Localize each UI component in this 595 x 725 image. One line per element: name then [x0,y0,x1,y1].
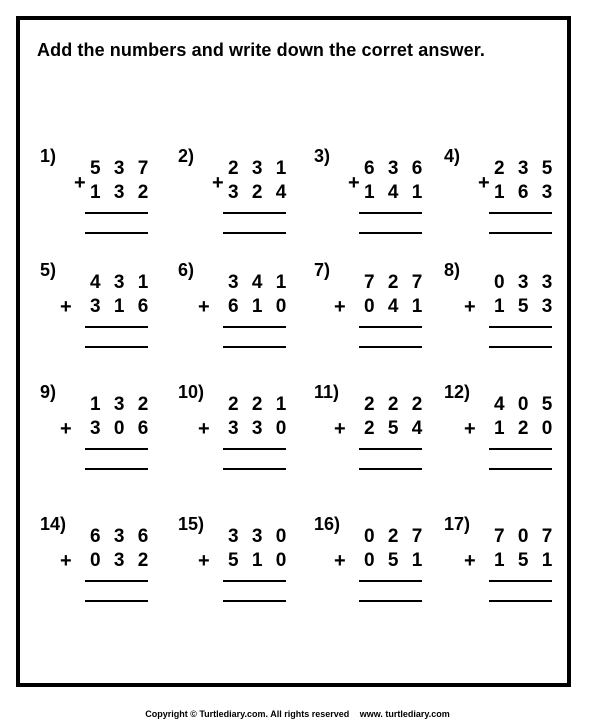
addend-top: 3 3 0 [228,526,291,547]
plus-sign: + [60,550,72,572]
answer-line[interactable] [489,600,552,602]
answer-line[interactable] [223,600,286,602]
addend-top: 4 0 5 [494,394,557,415]
addend-bottom: 3 1 6 [90,296,153,317]
problem-number: 2) [178,146,195,166]
answer-line[interactable] [359,468,422,470]
addend-bottom: 2 5 4 [364,418,427,439]
answer-line[interactable] [223,232,286,234]
addend-top: 0 2 7 [364,526,427,547]
addition-problem [444,382,574,492]
addend-bottom: 3 2 4 [228,182,291,203]
addend-bottom: 3 0 6 [90,418,153,439]
sum-line [489,212,552,214]
answer-line[interactable] [359,600,422,602]
addend-bottom: 1 6 3 [494,182,557,203]
addend-bottom: 3 3 0 [228,418,291,439]
addend-top: 0 3 3 [494,272,557,293]
sum-line [223,580,286,582]
addition-problem [40,260,170,370]
problem-number: 9) [40,382,57,402]
plus-sign: + [348,172,360,194]
problem-number: 8) [444,260,461,280]
addend-top: 1 3 2 [90,394,153,415]
plus-sign: + [334,418,346,440]
addend-top: 6 3 6 [364,158,427,179]
addend-top: 5 3 7 [90,158,153,179]
addend-top: 2 2 1 [228,394,291,415]
addition-problem [40,146,170,256]
addend-top: 2 2 2 [364,394,427,415]
sum-line [223,326,286,328]
sum-line [489,326,552,328]
plus-sign: + [60,296,72,318]
answer-line[interactable] [359,232,422,234]
instruction-text: Add the numbers and write down the corret answer. [37,40,485,60]
answer-line[interactable] [85,346,148,348]
addend-bottom: 5 1 0 [228,550,291,571]
answer-line[interactable] [85,468,148,470]
addend-bottom: 6 1 0 [228,296,291,317]
answer-line[interactable] [489,468,552,470]
problem-number: 10) [178,382,205,402]
addition-problem [178,382,308,492]
answer-line[interactable] [223,468,286,470]
problem-number: 11) [314,382,340,402]
problem-number: 4) [444,146,461,166]
plus-sign: + [334,296,346,318]
plus-sign: + [74,172,86,194]
sum-line [223,448,286,450]
problem-number: 15) [178,514,205,534]
website-link[interactable]: www. turtlediary.com [359,709,450,719]
problem-number: 16) [314,514,341,534]
plus-sign: + [478,172,490,194]
addend-bottom: 0 5 1 [364,550,427,571]
answer-line[interactable] [489,232,552,234]
plus-sign: + [212,172,224,194]
sum-line [85,212,148,214]
answer-line[interactable] [489,346,552,348]
addend-bottom: 1 4 1 [364,182,427,203]
answer-line[interactable] [85,600,148,602]
answer-line[interactable] [359,346,422,348]
addition-problem [178,514,308,624]
sum-line [489,580,552,582]
plus-sign: + [60,418,72,440]
addend-top: 7 0 7 [494,526,557,547]
addend-top: 2 3 5 [494,158,557,179]
addend-top: 4 3 1 [90,272,153,293]
addend-top: 7 2 7 [364,272,427,293]
sum-line [85,326,148,328]
footer [0,709,595,719]
addition-problem [444,146,574,256]
addition-problem [444,514,574,624]
addend-bottom: 1 2 0 [494,418,557,439]
plus-sign: + [464,418,476,440]
addend-bottom: 0 4 1 [364,296,427,317]
copyright-text: Copyright © Turtlediary.com. All rights reserved [145,709,350,719]
plus-sign: + [334,550,346,572]
plus-sign: + [464,550,476,572]
sum-line [223,212,286,214]
addend-bottom: 1 5 1 [494,550,557,571]
problem-number: 14) [40,514,67,534]
problem-number: 5) [40,260,57,280]
addend-top: 3 4 1 [228,272,291,293]
addend-top: 6 3 6 [90,526,153,547]
problem-number: 6) [178,260,195,280]
addition-problem [178,146,308,256]
sum-line [489,448,552,450]
addition-problem [314,514,444,624]
addition-problem [444,260,574,370]
problem-number: 3) [314,146,331,166]
addition-problem [314,382,444,492]
sum-line [359,326,422,328]
addition-problem [40,382,170,492]
problem-number: 7) [314,260,331,280]
sum-line [85,448,148,450]
plus-sign: + [464,296,476,318]
addition-problem [314,146,444,256]
addend-top: 2 3 1 [228,158,291,179]
addition-problem [40,514,170,624]
plus-sign: + [198,296,210,318]
problem-number: 1) [40,146,57,166]
addend-bottom: 0 3 2 [90,550,153,571]
sum-line [85,580,148,582]
sum-line [359,448,422,450]
problem-number: 12) [444,382,471,402]
addend-bottom: 1 3 2 [90,182,153,203]
answer-line[interactable] [223,346,286,348]
answer-line[interactable] [85,232,148,234]
plus-sign: + [198,550,210,572]
addition-problem [314,260,444,370]
problem-number: 17) [444,514,471,534]
sum-line [359,580,422,582]
sum-line [359,212,422,214]
addend-bottom: 1 5 3 [494,296,557,317]
plus-sign: + [198,418,210,440]
addition-problem [178,260,308,370]
